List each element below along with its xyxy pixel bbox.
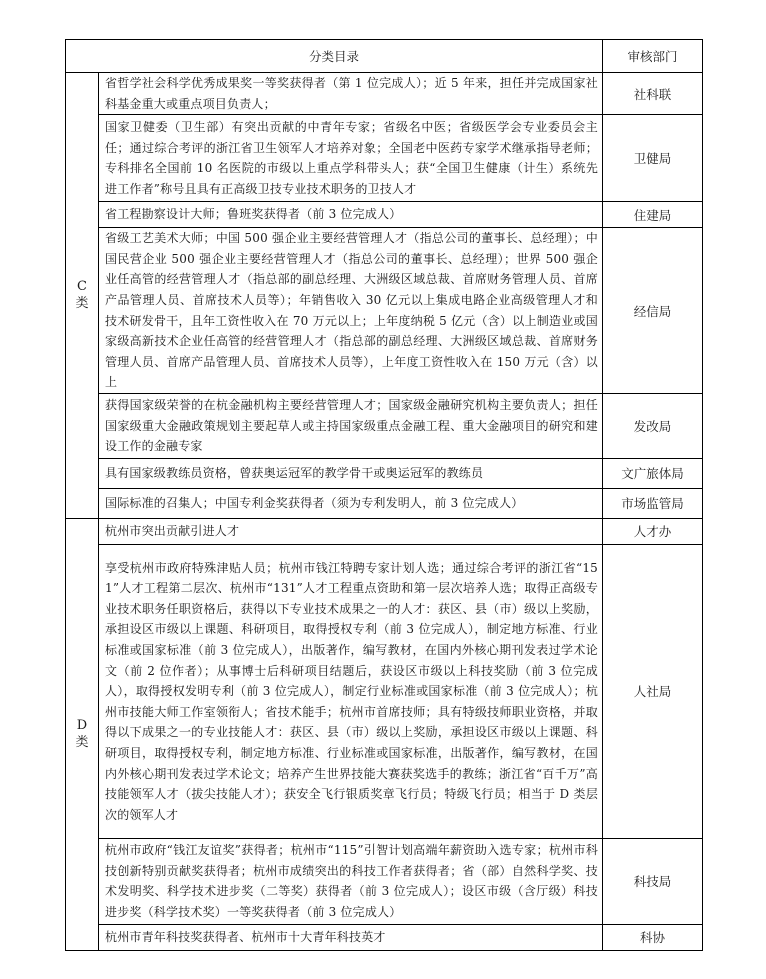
header-department: 审核部门 — [603, 40, 703, 73]
row-department: 文广旅体局 — [603, 458, 703, 488]
row-criteria: 杭州市突出贡献引进人才 — [99, 518, 603, 544]
table-row — [66, 838, 703, 924]
table-row — [66, 488, 703, 518]
row-department: 市场监管局 — [603, 488, 703, 518]
table-row — [66, 202, 703, 228]
row-department: 人社局 — [603, 544, 703, 838]
row-department: 人才办 — [603, 518, 703, 544]
talent-classification-table — [65, 39, 703, 951]
row-criteria: 杭州市政府“钱江友谊奖”获得者；杭州市“115”引智计划高端年薪资助入选专家；杭州市科技创新特别贡献奖获得者；杭州市成绩突出的科技工作者获得者；省（部）自然科学奖、技术发明奖、科学技术进步奖（二等奖）获得者（前 3 位完成人）；设区市级（含厅级）科技进步奖（科学技术奖）一等奖获得者（前 3 位完成人） — [99, 838, 603, 924]
row-criteria: 杭州市青年科技奖获得者、杭州市十大青年科技英才 — [99, 924, 603, 950]
table-row — [66, 228, 703, 394]
row-criteria: 具有国家级教练员资格，曾获奥运冠军的教学骨干或奥运冠军的教练员 — [99, 458, 603, 488]
row-department: 科协 — [603, 924, 703, 950]
row-criteria: 国际标准的召集人；中国专利金奖获得者（须为专利发明人，前 3 位完成人） — [99, 488, 603, 518]
row-department: 发改局 — [603, 393, 703, 458]
row-department: 经信局 — [603, 228, 703, 394]
row-department: 社科联 — [603, 73, 703, 115]
row-criteria: 国家卫健委（卫生部）有突出贡献的中青年专家；省级名中医；省级医学会专业委员会主任；通过综合考评的浙江省卫生领军人才培养对象；全国老中医药专家学术继承指导老师；专科排名全国前 10 名医院的市级以上重点学科带头人；获“全国卫生健康（计生）系统先进工作者”称号且具有正高级卫技专业技术职务的卫技人才 — [99, 115, 603, 202]
row-department: 卫健局 — [603, 115, 703, 202]
table-row — [66, 115, 703, 202]
row-criteria: 获得国家级荣誉的在杭金融机构主要经营管理人才；国家级金融研究机构主要负责人；担任国家级重大金融政策规划主要起草人或主持国家级重点金融工程、重大金融项目的研究和建设工作的金融专家 — [99, 393, 603, 458]
table-row — [66, 924, 703, 950]
row-criteria: 省工程勘察设计大师；鲁班奖获得者（前 3 位完成人） — [99, 202, 603, 228]
table-row — [66, 393, 703, 458]
table-row — [66, 458, 703, 488]
table-row — [66, 73, 703, 115]
table-header-row — [66, 40, 703, 73]
row-department: 住建局 — [603, 202, 703, 228]
row-department: 科技局 — [603, 838, 703, 924]
row-criteria: 省级工艺美术大师；中国 500 强企业主要经营管理人才（指总公司的董事长、总经理）；中国民营企业 500 强企业主要经营管理人才（指总公司的董事长、总经理）；世界 500 强企业任高管的经营管理人才（指总部的副总经理、大洲级区域总裁、首席财务管理人员、首席产品管理人员、首席技术人员等）；年销售收入 30 亿元以上集成电路企业高级管理人才和技术研发骨干，且年工资性收入在 70 万元以上；上年度纳税 5 亿元（含）以上制造业或国家级高新技术企业任高管的经营管理人才（指总部的副总经理、大洲级区域总裁、首席财务管理人员、首席产品管理人员、首席技术人员等），上年度工资性收入在 150 万元（含）以上 — [99, 228, 603, 394]
table-row — [66, 518, 703, 544]
row-criteria: 省哲学社会科学优秀成果奖一等奖获得者（第 1 位完成人）；近 5 年来，担任并完成国家社科基金重大或重点项目负责人； — [99, 73, 603, 115]
header-category: 分类目录 — [66, 40, 603, 73]
category-d-label: D 类 — [66, 518, 99, 950]
table-row — [66, 544, 703, 838]
category-c-label: C 类 — [66, 73, 99, 519]
row-criteria: 享受杭州市政府特殊津贴人员；杭州市钱江特聘专家计划人选；通过综合考评的浙江省“151”人才工程第二层次、杭州市“131”人才工程重点资助和第一层次培养人选；取得正高级专业技术职务任职资格后，获得以下专业技术成果之一的人才：获区、县（市）级以上奖励，承担设区市级以上课题、科研项目，取得授权专利（前 3 位完成人），制定地方标准、行业标准或国家标准（前 3 位完成人），出版著作，编写教材，在国内外核心期刊发表过学术论文（前 2 位作者）；从事博士后科研项目结题后，获设区市级以上科技奖励（前 3 位完成人），取得授权发明专利（前 3 位完成人），制定行业标准或国家标准（前 3 位完成人）；杭州市技能大师工作室领衔人；省技术能手；杭州市首席技师；具有特级技师职业资格，并取得以下成果之一的专业技能人才：获区、县（市）级以上奖励，承担设区市级以上课题、科研项目，取得授权专利，制定地方标准、行业标准或国家标准，出版著作，编写教材，在国内外核心期刊发表过学术论文；培养产生世界技能大赛获奖选手的教练；浙江省“百千万”高技能领军人才（拔尖技能人才）；获安全飞行银质奖章飞行员；特级飞行员；相当于 D 类层次的领军人才 — [99, 544, 603, 838]
